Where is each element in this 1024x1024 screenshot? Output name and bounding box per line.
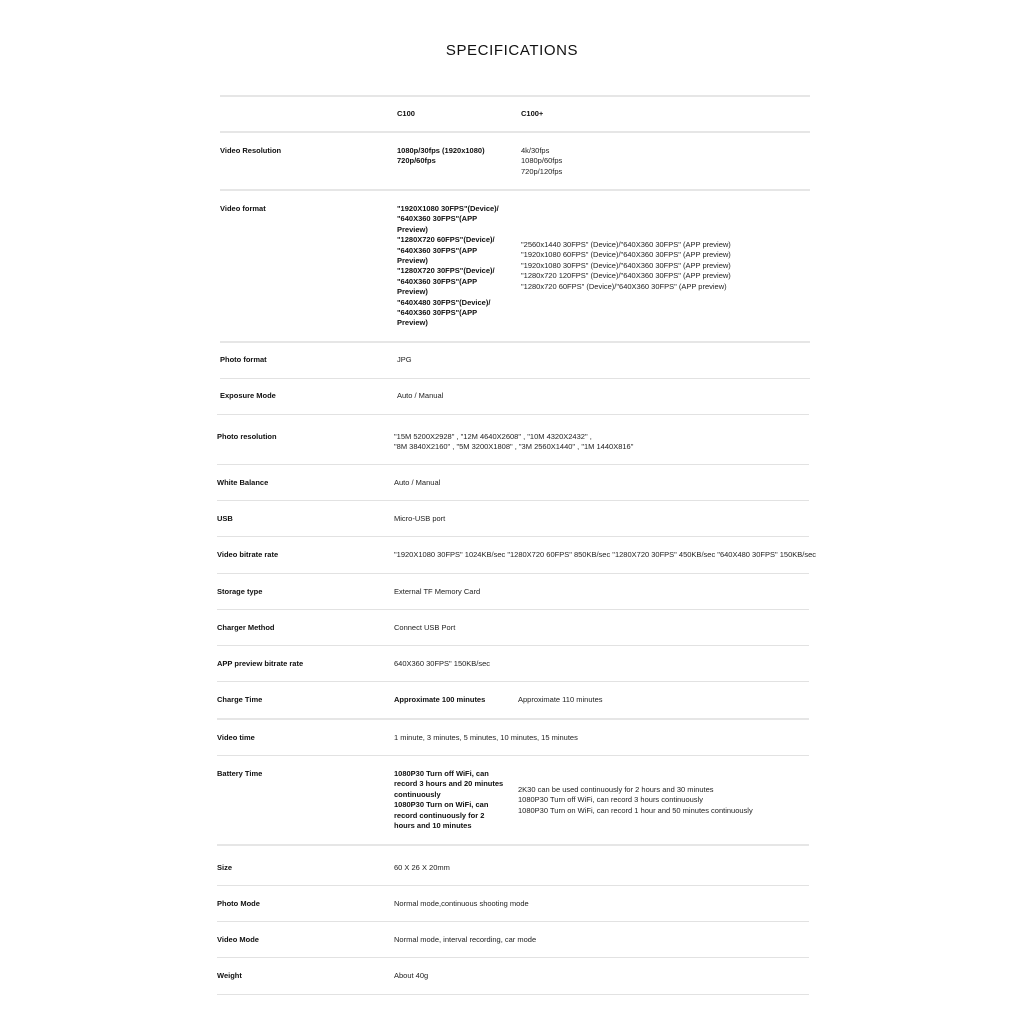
divider — [217, 755, 809, 756]
divider — [217, 609, 809, 610]
spec-value-c100: 1080P30 Turn off WiFi, can record 3 hours and 20 minutes continuously 1080P30 Turn on WiFi, can record continuously for 2 hours and 10 minutes — [394, 769, 504, 831]
spec-label: Photo Mode — [217, 899, 260, 908]
spec-label: White Balance — [217, 478, 269, 487]
divider — [217, 885, 809, 886]
spec-value-c100plus: 2K30 can be used continuously for 2 hours and 30 minutes 1080P30 Turn off WiFi, can record 3 hours continuously 1080P30 Turn on WiFi, can record 1 hour and 50 minutes continuously — [518, 785, 753, 815]
spec-label: Video Resolution — [220, 146, 282, 155]
divider — [220, 341, 810, 343]
spec-label: Exposure Mode — [220, 391, 276, 400]
spec-value: Connect USB Port — [394, 623, 456, 632]
spec-value: "1920X1080 30FPS" 1024KB/sec "1280X720 60FPS" 850KB/sec "1280X720 30FPS" 450KB/sec "640X480 30FPS" 150KB/sec — [394, 550, 816, 559]
spec-value-c100plus: 4k/30fps 1080p/60fps 720p/120fps — [521, 146, 563, 176]
divider — [217, 921, 809, 922]
spec-value: Micro-USB port — [394, 514, 446, 523]
divider — [217, 536, 809, 537]
page-title: SPECIFICATIONS — [445, 42, 579, 59]
divider — [220, 378, 810, 379]
spec-label: USB — [217, 514, 233, 523]
spec-value-c100: 1080p/30fps (1920x1080) 720p/60fps — [397, 146, 485, 166]
divider — [217, 718, 809, 720]
column-header-c100: C100 — [397, 109, 415, 118]
divider — [217, 464, 809, 465]
spec-value: Normal mode,continuous shooting mode — [394, 899, 529, 908]
column-header-c100plus: C100+ — [521, 109, 544, 118]
divider — [217, 957, 809, 958]
spec-label: Video bitrate rate — [217, 550, 279, 559]
spec-label: APP preview bitrate rate — [217, 659, 304, 668]
spec-value: About 40g — [394, 971, 429, 980]
divider — [217, 645, 809, 646]
spec-value: JPG — [397, 355, 412, 364]
spec-label: Storage type — [217, 587, 263, 596]
divider — [217, 844, 809, 846]
spec-value-c100: Approximate 100 minutes — [394, 695, 486, 704]
spec-label: Weight — [217, 971, 242, 980]
spec-value: Auto / Manual — [394, 478, 441, 487]
divider — [217, 500, 809, 501]
spec-value: External TF Memory Card — [394, 587, 481, 596]
spec-value: 60 X 26 X 20mm — [394, 863, 450, 872]
divider — [217, 994, 809, 995]
spec-value: 1 minute, 3 minutes, 5 minutes, 10 minutes, 15 minutes — [394, 733, 578, 742]
divider — [220, 95, 810, 97]
divider — [220, 189, 810, 191]
spec-label: Video Mode — [217, 935, 259, 944]
spec-value: "15M 5200X2928" , "12M 4640X2608" , "10M 4320X2432" , "8M 3840X2160" , "5M 3200X1808" , "3M 2560X1440" , "1M 1440X816" — [394, 432, 634, 452]
spec-value-c100: "1920X1080 30FPS"(Device)/ "640X360 30FPS"(APP Preview) "1280X720 60FPS"(Device)/ "640X360 30FPS"(APP Preview) "1280X720 30FPS"(Device)/ "640X360 30FPS"(APP Preview) "640X480 30FPS"(Device)/ "640X360 30FPS"(APP Preview) — [397, 204, 499, 328]
divider — [217, 573, 809, 574]
divider — [217, 681, 809, 682]
spec-label: Photo format — [220, 355, 267, 364]
spec-value: 640X360 30FPS" 150KB/sec — [394, 659, 491, 668]
spec-value: Auto / Manual — [397, 391, 444, 400]
divider — [220, 131, 810, 133]
spec-label: Video format — [220, 204, 266, 213]
spec-label: Video time — [217, 733, 255, 742]
spec-value-c100plus: "2560x1440 30FPS" (Device)/"640X360 30FPS" (APP preview) "1920x1080 60FPS" (Device)/"640X360 30FPS" (APP preview) "1920x1080 30FPS" (Device)/"640X360 30FPS" (APP preview) "1280x720 120FPS" (Device)/"640X360 30FPS" (APP preview) "1280x720 60FPS" (Device)/"640X360 30FPS" (APP preview) — [521, 240, 731, 291]
spec-label: Charger Method — [217, 623, 275, 632]
spec-label: Battery Time — [217, 769, 263, 778]
spec-label: Charge Time — [217, 695, 263, 704]
spec-label: Size — [217, 863, 233, 872]
spec-label: Photo resolution — [217, 432, 277, 441]
divider — [217, 414, 809, 415]
spec-value: Normal mode, interval recording, car mode — [394, 935, 537, 944]
spec-value-c100plus: Approximate 110 minutes — [518, 695, 603, 704]
